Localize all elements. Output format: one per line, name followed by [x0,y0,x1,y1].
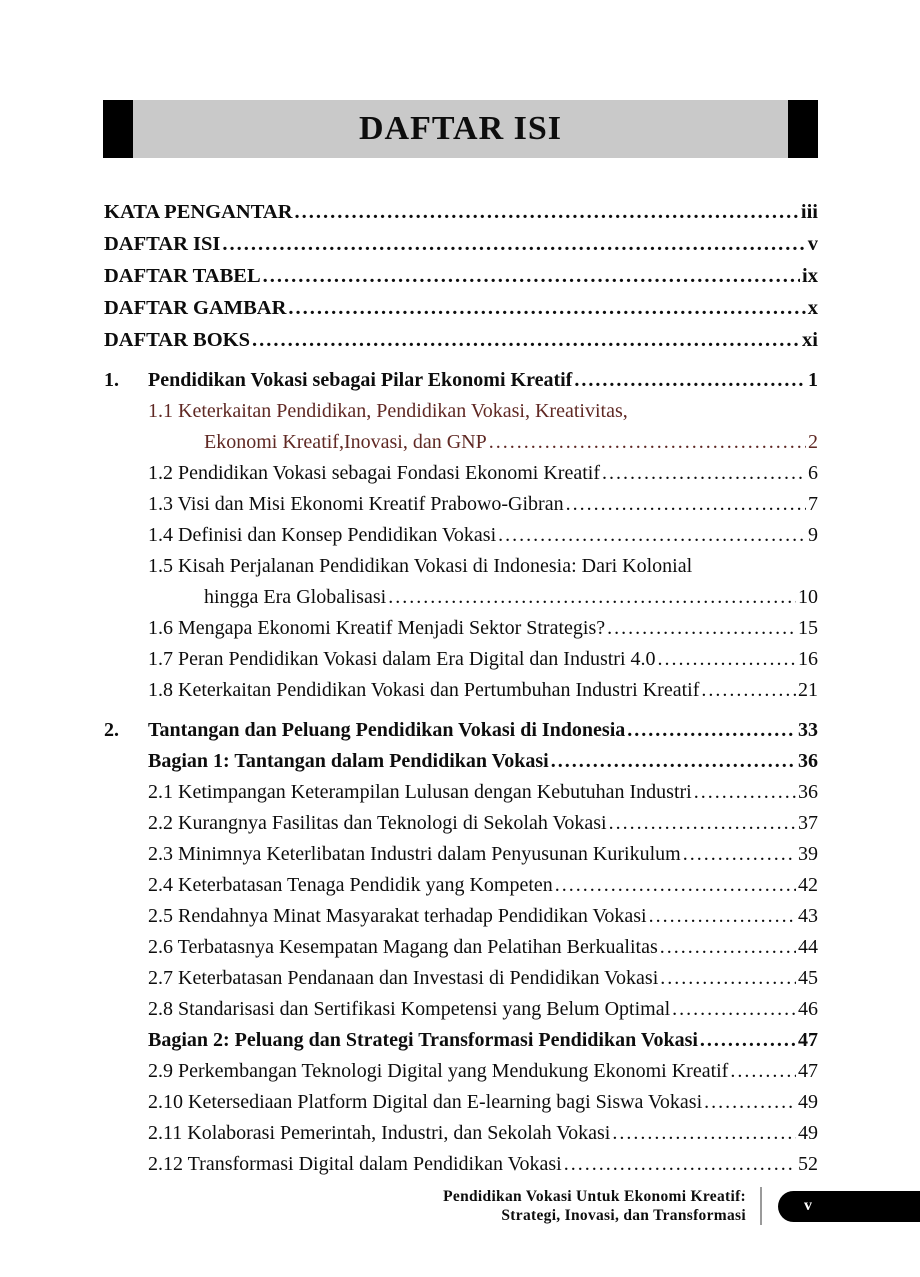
toc-entry-label: 2.1 Ketimpangan Keterampilan Lulusan dengan Kebutuhan Industri [148,781,692,803]
dot-leader [498,520,806,551]
toc-entry-label: 1.3 Visi dan Misi Ekonomi Kreatif Prabowo-Gibran [148,493,564,515]
page-footer [0,1184,920,1228]
dot-leader [704,1087,796,1118]
toc-entry [104,994,818,1025]
dot-leader [672,994,796,1025]
running-title-line2: Strategi, Inovasi, dan Transformasi [501,1207,746,1224]
toc-page-number: 21 [798,679,818,701]
toc-page-number: 36 [798,781,818,803]
toc-entry-label: Bagian 2: Peluang dan Strategi Transformasi Pendidikan Vokasi [148,1029,698,1051]
toc-entry-line: 1.1 Keterkaitan Pendidikan, Pendidikan Vokasi, Kreativitas, [148,400,628,422]
toc-entry [104,1056,818,1087]
toc-entry-label: 1.2 Pendidikan Vokasi sebagai Fondasi Ekonomi Kreatif [148,462,600,484]
dot-leader [607,613,796,644]
toc-entry-label: Pendidikan Vokasi sebagai Pilar Ekonomi Kreatif [148,369,573,391]
toc-entry-label: 2.3 Minimnya Keterlibatan Industri dalam Penyusunan Kurikulum [148,843,681,865]
toc-entry-label: DAFTAR ISI [104,233,221,255]
toc-entry-label: Ekonomi Kreatif,Inovasi, dan GNP [204,431,487,453]
dot-leader [551,746,796,777]
dot-leader [295,196,799,228]
toc [104,196,818,1180]
toc-entry-label: 2.5 Rendahnya Minat Masyarakat terhadap Pendidikan Vokasi [148,905,647,927]
toc-entry [104,551,818,613]
dot-leader [555,870,796,901]
toc-entry [104,746,818,777]
dot-leader [602,458,806,489]
toc-page-number: 49 [798,1091,818,1113]
dot-leader [288,292,805,324]
toc-entry-label: 2.9 Perkembangan Teknologi Digital yang Mendukung Ekonomi Kreatif [148,1060,729,1082]
dot-leader [612,1118,796,1149]
toc-entry-label: 1.7 Peran Pendidikan Vokasi dalam Era Digital dan Industri 4.0 [148,648,656,670]
dot-leader [252,324,800,356]
toc-front-matter-entry [104,228,818,260]
toc-entry-label: 1.4 Definisi dan Konsep Pendidikan Vokasi [148,524,497,546]
toc-entry [104,520,818,551]
toc-page-number: 15 [798,617,818,639]
dot-leader [489,427,806,458]
running-title [443,1187,746,1225]
toc-page-number: 44 [798,936,818,958]
chapter-number: 1. [104,369,119,391]
toc-entry [104,489,818,520]
footer-divider [760,1187,762,1225]
toc-front-matter-entry [104,324,818,356]
toc-entry [104,1118,818,1149]
toc-page-number: 6 [808,462,818,484]
toc-entry [104,613,818,644]
toc-entry [104,777,818,808]
toc-entry-label: 1.8 Keterkaitan Pendidikan Vokasi dan Pertumbuhan Industri Kreatif [148,679,700,701]
toc-entry-label: DAFTAR GAMBAR [104,297,287,319]
toc-entry [104,396,818,458]
toc-page-number: 36 [798,750,818,772]
running-title-line1: Pendidikan Vokasi Untuk Ekonomi Kreatif: [443,1188,746,1205]
toc-page-number: 16 [798,648,818,670]
toc-entry-label: 2.8 Standarisasi dan Sertifikasi Kompetensi yang Belum Optimal [148,998,671,1020]
toc-entry-label: KATA PENGANTAR [104,201,293,223]
toc-entry-label: hingga Era Globalisasi [204,586,387,608]
dot-leader [627,715,796,746]
dot-leader [222,228,805,260]
toc-entry-label: DAFTAR BOKS [104,329,250,351]
toc-page-number: 1 [808,369,818,391]
toc-entry [104,675,818,706]
toc-entry-label: 2.11 Kolaborasi Pemerintah, Industri, dan Sekolah Vokasi [148,1122,611,1144]
page-header [103,100,818,158]
page-number: v [804,1197,812,1214]
toc-page-number: v [807,233,818,255]
toc-page-number: 7 [808,493,818,515]
toc-page-number: 9 [808,524,818,546]
page-title: DAFTAR ISI [358,110,562,147]
toc-chapter-heading [104,715,818,746]
toc-entry [104,644,818,675]
dot-leader [694,777,796,808]
header-right-block [788,100,818,158]
toc-page-number: 46 [798,998,818,1020]
toc-page-number: x [807,297,818,319]
dot-leader [574,365,806,396]
toc-page-number: 43 [798,905,818,927]
dot-leader [658,644,796,675]
toc-page-number: 47 [798,1060,818,1082]
toc-entry-label: 1.6 Mengapa Ekonomi Kreatif Menjadi Sektor Strategis? [148,617,606,639]
toc-page-number: 37 [798,812,818,834]
chapter-number: 2. [104,719,119,741]
toc-entry [104,1149,818,1180]
dot-leader [660,932,796,963]
toc-page-number: 10 [798,586,818,608]
toc-entry-continuation [104,427,818,458]
toc-page-number: 33 [798,719,818,741]
toc-page-number: 2 [808,431,818,453]
toc-page-number: xi [802,329,818,351]
dot-leader [263,260,800,292]
toc-entry-label: 2.4 Keterbatasan Tenaga Pendidik yang Kompeten [148,874,553,896]
toc-entry [104,1025,818,1056]
toc-entry-label: Tantangan dan Peluang Pendidikan Vokasi di Indonesia [148,719,626,741]
dot-leader [388,582,796,613]
toc-entry [104,870,818,901]
toc-page-number: 49 [798,1122,818,1144]
header-left-block [103,100,133,158]
dot-leader [609,808,796,839]
toc-entry [104,963,818,994]
dot-leader [700,1025,796,1056]
toc-page-number: 39 [798,843,818,865]
toc-entry-label: 2.7 Keterbatasan Pendanaan dan Investasi di Pendidikan Vokasi [148,967,659,989]
dot-leader [730,1056,796,1087]
dot-leader [649,901,796,932]
toc-entry-label: 2.2 Kurangnya Fasilitas dan Teknologi di Sekolah Vokasi [148,812,607,834]
toc-entry [104,932,818,963]
toc-front-matter-entry [104,260,818,292]
toc-entry-continuation [104,582,818,613]
toc-entry [104,808,818,839]
toc-page-number: 42 [798,874,818,896]
page-number-badge [778,1191,920,1222]
dot-leader [660,963,796,994]
toc-entry-label: 2.12 Transformasi Digital dalam Pendidikan Vokasi [148,1153,562,1175]
toc-entry [104,839,818,870]
toc-entry-label: Bagian 1: Tantangan dalam Pendidikan Vokasi [148,750,549,772]
toc-front-matter-entry [104,196,818,228]
toc-entry [104,1087,818,1118]
toc-entry [104,901,818,932]
toc-entry-label: 2.10 Ketersediaan Platform Digital dan E-learning bagi Siswa Vokasi [148,1091,703,1113]
dot-leader [564,1149,796,1180]
toc-page-number: 45 [798,967,818,989]
dot-leader [701,675,796,706]
toc-page-number: 47 [798,1029,818,1051]
toc-entry-label: 2.6 Terbatasnya Kesempatan Magang dan Pelatihan Berkualitas [148,936,658,958]
toc-entry [104,458,818,489]
toc-entry-line: 1.5 Kisah Perjalanan Pendidikan Vokasi di Indonesia: Dari Kolonial [148,555,693,577]
toc-chapter-heading [104,365,818,396]
toc-front-matter-entry [104,292,818,324]
toc-page-number: iii [800,201,818,223]
toc-page-number: 52 [798,1153,818,1175]
dot-leader [566,489,806,520]
dot-leader [683,839,796,870]
toc-entry-label: DAFTAR TABEL [104,265,261,287]
toc-page-number: ix [802,265,818,287]
